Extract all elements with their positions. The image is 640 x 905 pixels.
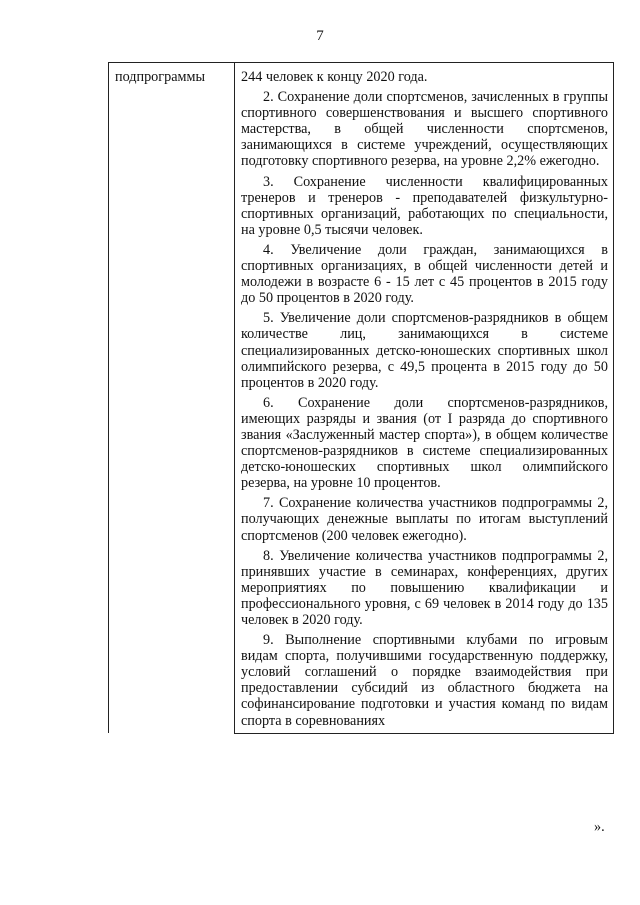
paragraph-item-3: 3. Сохранение численности квалифицированных тренеров и тренеров - преподавателей физкультурно-спортивных организаций, работающих по специальности, на уровне 0,5 тысячи человек. (241, 173, 608, 238)
paragraph-item-8: 8. Увеличение количества участников подпрограммы 2, принявших участие в семинарах, конференциях, других мероприятиях по повышению квалификации и профессионального уровня, с 69 человек в 2014 году до 135 человек в 2020 году. (241, 547, 608, 628)
row-label-cell (109, 63, 235, 734)
paragraph-item-2: 2. Сохранение доли спортсменов, зачисленных в группы спортивного совершенствования и высшего спортивного мастерства, в общей численности спортсменов, занимающихся в системе учреждений, осуществляющих подготовку спортивного резерва, на уровне 2,2% ежегодно. (241, 89, 608, 170)
paragraph-continuation: 244 человек к концу 2020 года. (241, 69, 428, 85)
paragraph-item-7: 7. Сохранение количества участников подпрограммы 2, получающих денежные выплаты по итогам выступлений спортсменов (200 человек ежегодно). (241, 495, 608, 544)
page-number: 7 (316, 28, 324, 44)
row-label: подпрограммы (115, 69, 205, 85)
paragraph-item-9: 9. Выполнение спортивными клубами по игровым видам спорта, получившими государственную поддержку, условий соглашений о порядке взаимодействия при предоставлении субсидий из областного бюджета на софинансирование подготовки и участия команд по видам спорта в соревнованиях (241, 632, 608, 729)
table-row (109, 63, 614, 734)
paragraph-item-6: 6. Сохранение доли спортсменов-разрядников, имеющих разряды и звания (от I разряда до спортивного звания «Заслуженный мастер спорта»), в общем количестве спортсменов-разрядников в системе специализированных детско-юношеских спортивных школ олимпийского резерва, на уровне 10 процентов. (241, 394, 608, 492)
paragraph-item-5: 5. Увеличение доли спортсменов-разрядников в общем количестве лиц, занимающихся в системе специализированных детско-юношеских спортивных школ олимпийского резерва, с 49,5 процента в 2015 году до 50 процентов в 2020 году. (241, 310, 608, 391)
paragraph-item-4: 4. Увеличение доли граждан, занимающихся в спортивных организациях, в общей численности детей и молодежи в возрасте 6 - 15 лет с 45 процентов в 2015 году до 50 процентов в 2020 году. (241, 241, 608, 307)
closing-quote-mark: ». (594, 819, 605, 835)
indicators-table (108, 62, 614, 734)
row-content-cell (235, 63, 614, 734)
